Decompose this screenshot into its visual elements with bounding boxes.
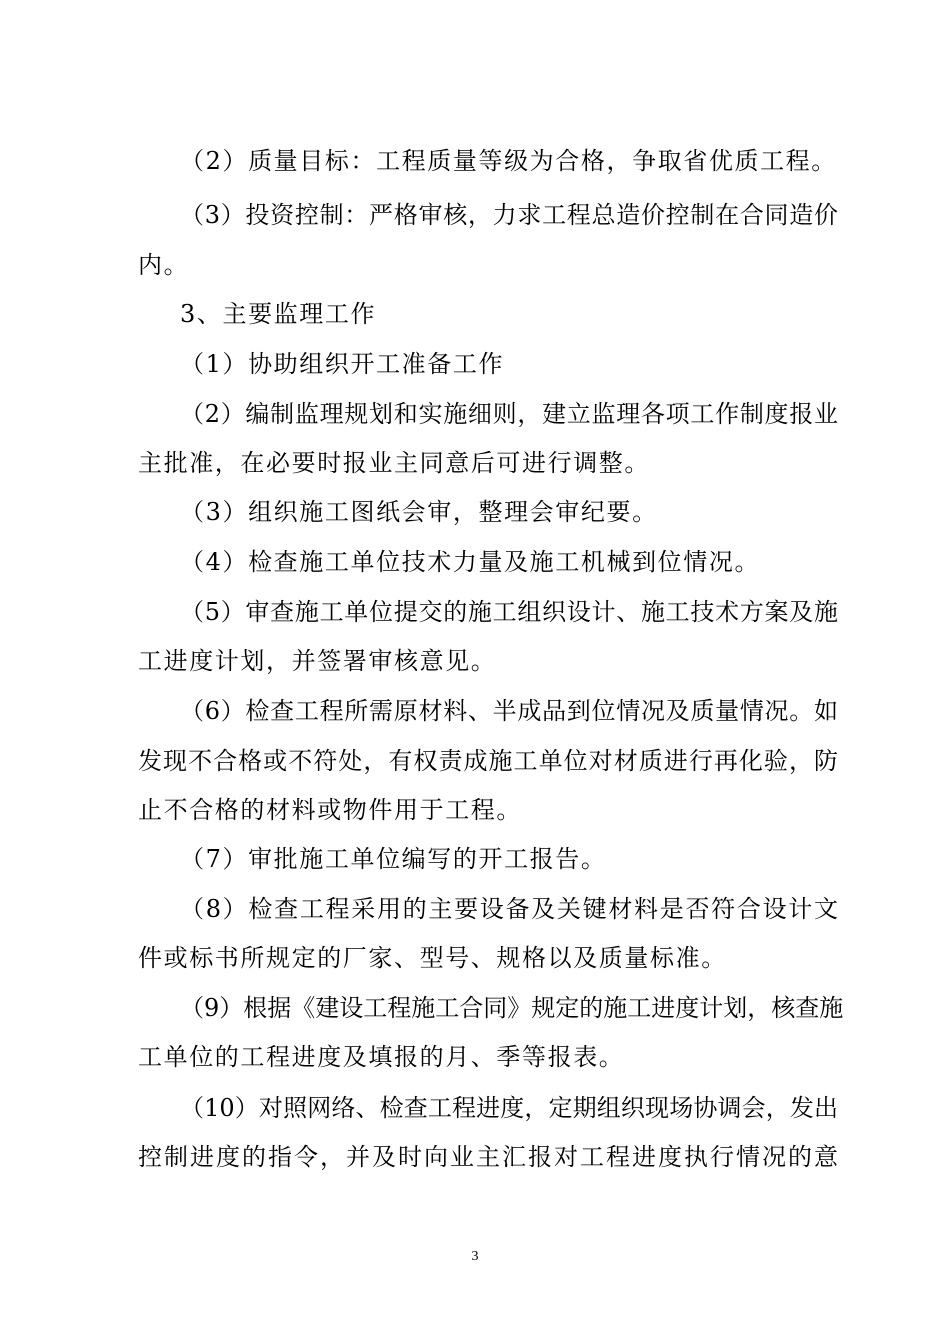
text-line-quality-target: （2）质量目标：工程质量等级为合格，争取省优质工程。 bbox=[180, 147, 837, 175]
text-line-item-9: （9）根据《建设工程施工合同》规定的施工进度计划，核查施 bbox=[180, 994, 844, 1022]
text-line-investment-control: （3）投资控制：严格审核，力求工程总造价控制在合同造价 bbox=[180, 201, 838, 229]
text-line-item-6-cont-1: 发现不合格或不符处，有权责成施工单位对材质进行再化验，防 bbox=[138, 747, 838, 775]
text-line-item-9-cont: 工单位的工程进度及填报的月、季等报表。 bbox=[138, 1043, 625, 1071]
text-line-item-2: （2）编制监理规划和实施细则，建立监理各项工作制度报业 bbox=[180, 400, 838, 428]
text-line-item-10-cont: 控制进度的指令，并及时向业主汇报对工程进度执行情况的意 bbox=[138, 1143, 838, 1171]
text-line-item-5-cont: 工进度计划，并签署审核意见。 bbox=[138, 647, 497, 675]
text-line-item-2-cont: 主批准，在必要时报业主同意后可进行调整。 bbox=[138, 449, 650, 477]
text-line-item-10: （10）对照网络、检查工程进度，定期组织现场协调会，发出 bbox=[180, 1094, 838, 1122]
text-line-item-6-cont-2: 止不合格的材料或物件用于工程。 bbox=[138, 796, 522, 824]
text-line-item-7: （7）审批施工单位编写的开工报告。 bbox=[180, 845, 607, 873]
text-line-item-3: （3）组织施工图纸会审，整理会审纪要。 bbox=[180, 498, 658, 526]
section-heading-main-work: 3、主要监理工作 bbox=[180, 300, 377, 328]
text-line-item-5: （5）审查施工单位提交的施工组织设计、施工技术方案及施 bbox=[180, 598, 838, 626]
text-line-item-8-cont: 件或标书所规定的厂家、型号、规格以及质量标准。 bbox=[138, 944, 727, 972]
text-line-item-1: （1）协助组织开工准备工作 bbox=[180, 350, 505, 378]
text-line-investment-control-cont: 内。 bbox=[138, 251, 190, 279]
text-line-item-4: （4）检查施工单位技术力量及施工机械到位情况。 bbox=[180, 548, 761, 576]
page-number: 3 bbox=[471, 1249, 479, 1264]
text-line-item-8: （8）检查工程采用的主要设备及关键材料是否符合设计文 bbox=[180, 895, 838, 923]
text-line-item-6: （6）检查工程所需原材料、半成品到位情况及质量情况。如 bbox=[180, 697, 838, 725]
